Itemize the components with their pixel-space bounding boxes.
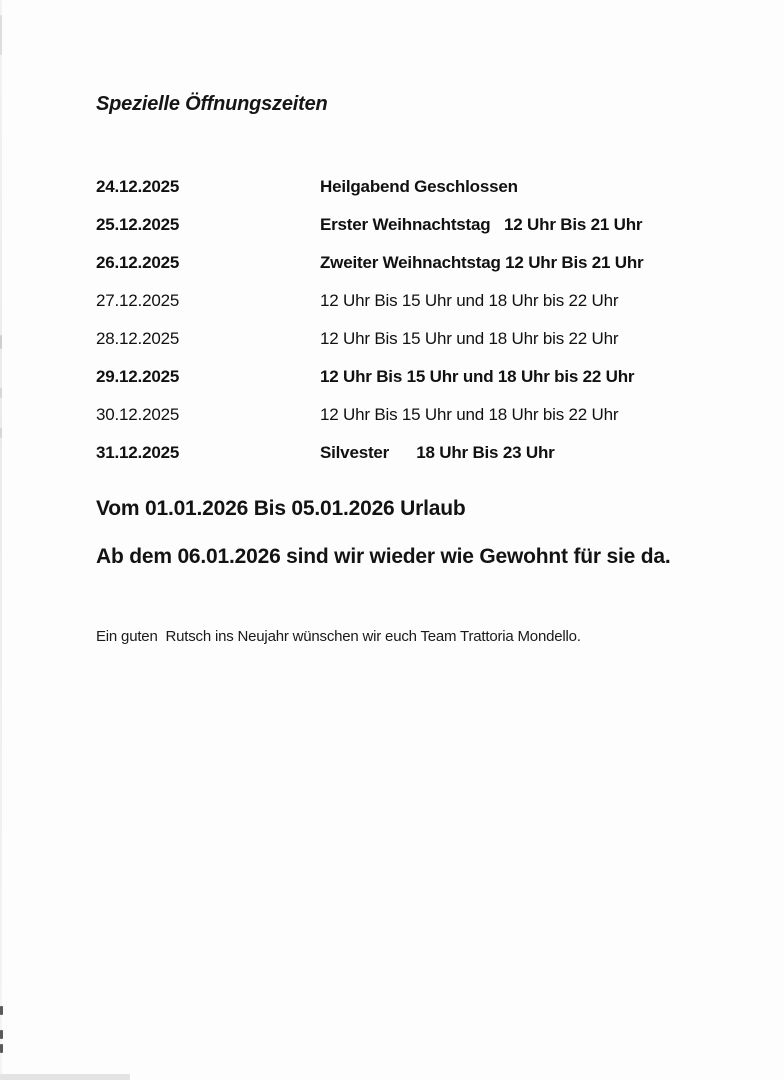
details-cell: Zweiter Weihnachtstag 12 Uhr Bis 21 Uhr	[320, 253, 644, 272]
scan-artifact	[0, 1044, 3, 1053]
table-row	[96, 358, 754, 396]
page-title: Spezielle Öffnungszeiten	[96, 93, 328, 115]
date-cell: 31.12.2025	[96, 443, 180, 462]
schedule-table	[96, 168, 754, 472]
scan-artifact	[0, 1030, 3, 1039]
details-cell: Silvester 18 Uhr Bis 23 Uhr	[320, 443, 555, 462]
date-cell: 25.12.2025	[96, 215, 180, 234]
date-cell: 24.12.2025	[96, 177, 180, 196]
date-cell: 28.12.2025	[96, 329, 180, 348]
table-row	[96, 282, 754, 320]
table-row	[96, 206, 754, 244]
details-cell: 12 Uhr Bis 15 Uhr und 18 Uhr bis 22 Uhr	[320, 291, 619, 310]
details-cell: 12 Uhr Bis 15 Uhr und 18 Uhr bis 22 Uhr	[320, 329, 619, 348]
details-cell: 12 Uhr Bis 15 Uhr und 18 Uhr bis 22 Uhr	[320, 405, 619, 424]
reopen-announcement: Ab dem 06.01.2026 sind wir wieder wie Gewohnt für sie da.	[96, 545, 671, 568]
closing-greeting: Ein guten Rutsch ins Neujahr wünschen wir euch Team Trattoria Mondello.	[96, 628, 581, 645]
table-row	[96, 244, 754, 282]
date-cell: 30.12.2025	[96, 405, 180, 424]
date-cell: 26.12.2025	[96, 253, 180, 272]
scan-artifact	[0, 1006, 3, 1015]
details-cell: Erster Weihnachtstag 12 Uhr Bis 21 Uhr	[320, 215, 643, 234]
scan-edge-shadow	[0, 0, 2, 1080]
scan-artifact	[0, 335, 2, 349]
details-cell: 12 Uhr Bis 15 Uhr und 18 Uhr bis 22 Uhr	[320, 367, 635, 386]
table-row	[96, 168, 754, 206]
table-row	[96, 396, 754, 434]
date-cell: 29.12.2025	[96, 367, 180, 386]
scan-artifact	[0, 15, 2, 55]
table-row	[96, 320, 754, 358]
vacation-announcement: Vom 01.01.2026 Bis 05.01.2026 Urlaub	[96, 497, 466, 520]
scan-artifact	[0, 1074, 130, 1080]
document-content	[96, 92, 754, 646]
details-cell: Heilgabend Geschlossen	[320, 177, 518, 196]
scan-artifact	[0, 428, 2, 438]
scan-artifact	[0, 388, 2, 398]
date-cell: 27.12.2025	[96, 291, 180, 310]
table-row	[96, 434, 754, 472]
